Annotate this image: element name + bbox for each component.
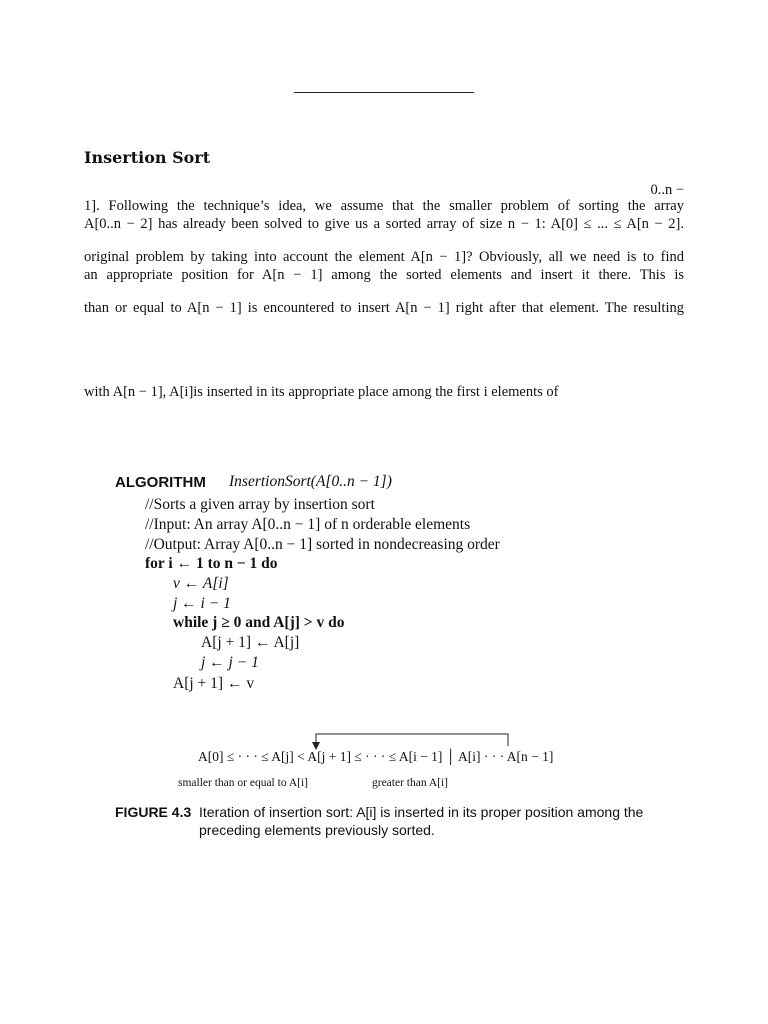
figure-label: FIGURE 4.3 (115, 804, 192, 820)
algorithm-keyword: ALGORITHM (115, 474, 206, 491)
paragraph1-line3: A[0..n − 2] has already been solved to give us a sorted array of size n − 1: A[0] ≤ ... ≤ A[n − 2]. (84, 216, 684, 232)
algorithm-line-9: j ← j − 1 (201, 654, 259, 671)
paragraph2-line2: an appropriate position for A[n − 1] among the sorted elements and insert it there. This is (84, 267, 684, 283)
paragraph3-line1: with A[n − 1], A[i]is inserted in its appropriate place among the first i elements of (84, 384, 559, 400)
algorithm-line-6: j ← i − 1 (173, 595, 231, 612)
diagram-label-right: greater than A[i] (372, 777, 448, 789)
algorithm-line-4: for i ← 1 to n − 1 do (145, 555, 278, 572)
algorithm-line-1: //Sorts a given array by insertion sort (145, 496, 375, 513)
algorithm-line-8: A[j + 1] ← A[j] (201, 634, 300, 651)
figure-caption-line1: Iteration of insertion sort: A[i] is inserted in its proper position among the (199, 804, 644, 820)
algorithm-line-10: A[j + 1] ← v (173, 675, 255, 692)
paragraph1-line1: 0..n − (650, 182, 684, 198)
paragraph1-line2: 1]. Following the technique’s idea, we assume that the smaller problem of sorting the array (84, 198, 684, 214)
algorithm-line-7: while j ≥ 0 and A[j] > v do (173, 614, 345, 631)
algorithm-line-5: v ← A[i] (173, 575, 229, 592)
paragraph2-line1: original problem by taking into account the element A[n − 1]? Obviously, all we need is to find (84, 249, 684, 265)
section-heading: Insertion Sort (84, 148, 211, 167)
algorithm-signature: InsertionSort(A[0..n − 1]) (229, 473, 392, 490)
algorithm-line-3: //Output: Array A[0..n − 1] sorted in nondecreasing order (145, 536, 500, 553)
paragraph2-line3: than or equal to A[n − 1] is encountered to insert A[n − 1] right after that element. The resulting (84, 300, 684, 316)
diagram-label-left: smaller than or equal to A[i] (178, 777, 308, 789)
figure-caption-line2: preceding elements previously sorted. (199, 822, 435, 838)
algorithm-line-2: //Input: An array A[0..n − 1] of n orderable elements (145, 516, 471, 533)
diagram-sequence: A[0] ≤ · · · ≤ A[j] < A[j + 1] ≤ · · · ≤ A[i − 1] │ A[i] · · · A[n − 1] (198, 749, 554, 764)
